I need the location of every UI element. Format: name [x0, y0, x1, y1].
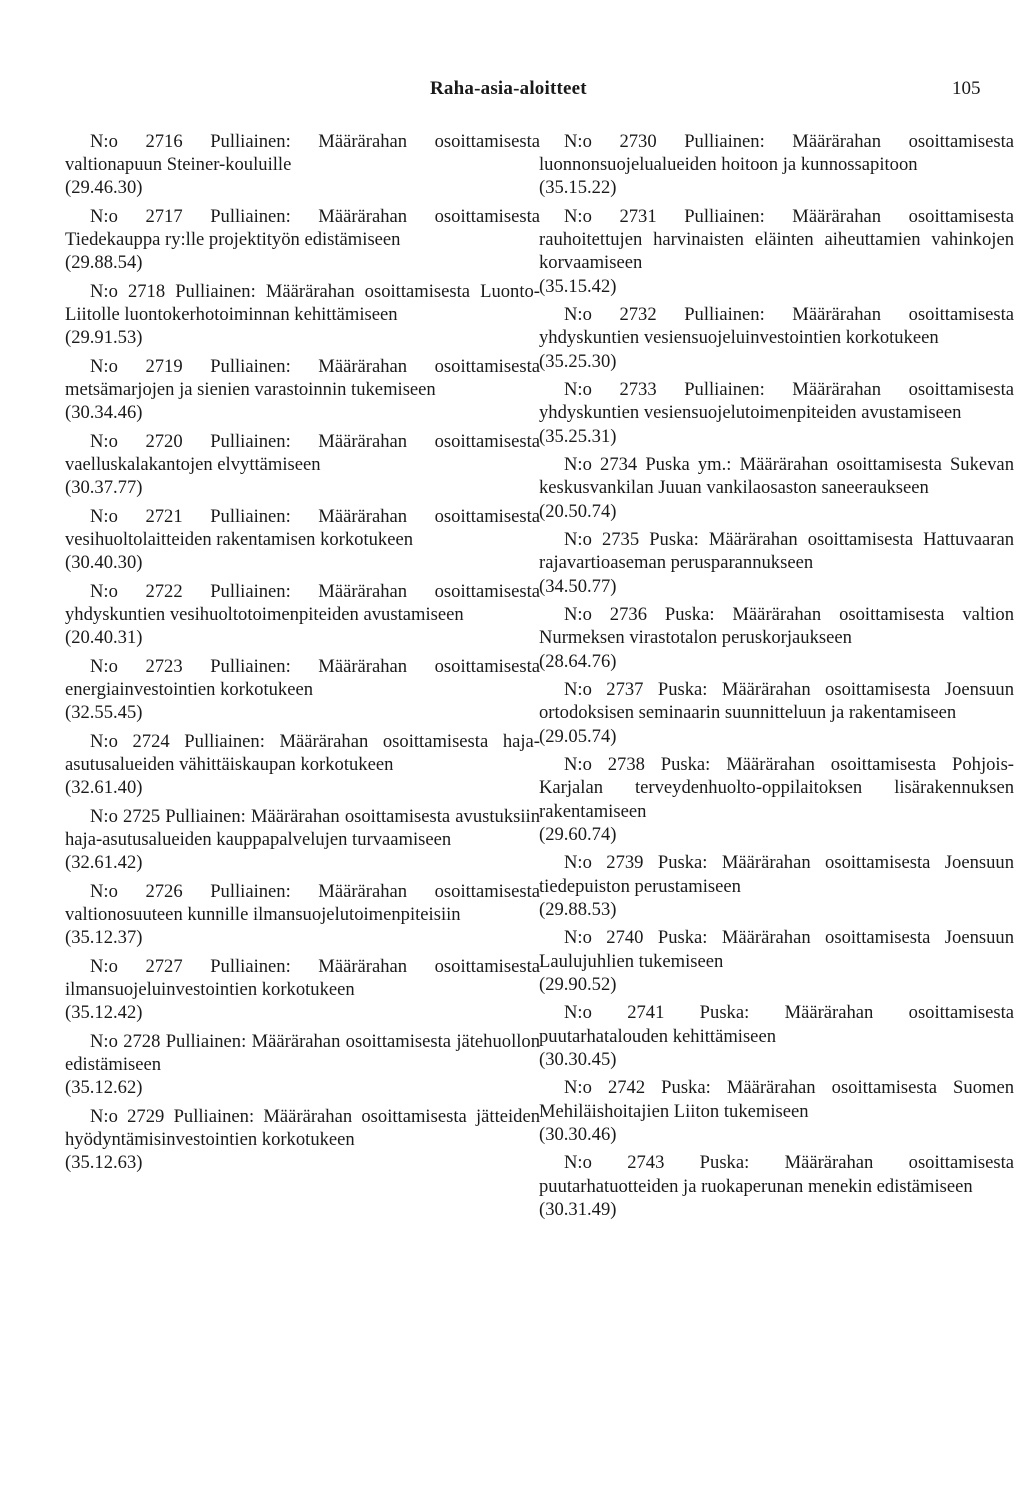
list-item	[539, 303, 1014, 373]
entry-code: (35.25.30)	[539, 350, 617, 372]
entry-text: N:o 2734 Puska ym.: Määrärahan osoittamisesta Sukevan keskusvankilan Juuan vankilaosaston saneeraukseen	[539, 454, 1014, 499]
entry-code: (29.60.74)	[539, 823, 617, 845]
list-item	[65, 280, 540, 350]
left-column	[65, 130, 540, 1180]
entry-code: (35.12.37)	[65, 927, 143, 949]
list-item	[65, 1030, 540, 1100]
entry-text: N:o 2737 Puska: Määrärahan osoittamisesta Joensuun ortodoksisen seminaarin suunnitteluun ja rakentamiseen	[539, 679, 1014, 724]
entry-code: (20.40.31)	[65, 627, 143, 649]
list-item	[65, 955, 540, 1025]
list-item	[539, 1076, 1014, 1146]
entry-code: (29.46.30)	[65, 177, 143, 199]
entry-code: (35.12.62)	[65, 1077, 143, 1099]
entry-text: N:o 2730 Pulliainen: Määrärahan osoittamisesta luonnonsuojelualueiden hoitoon ja kunnossapitoon	[539, 131, 1014, 176]
list-item	[539, 926, 1014, 996]
entry-code: (35.12.42)	[65, 1002, 143, 1024]
entry-code: (29.90.52)	[539, 973, 617, 995]
entry-text: N:o 2731 Pulliainen: Määrärahan osoittamisesta rauhoitettujen harvinaisten eläinten aiheuttamien vahinkojen korvaamiseen	[539, 206, 1014, 274]
entry-code: (30.40.30)	[65, 552, 143, 574]
list-item	[65, 880, 540, 950]
list-item	[539, 603, 1014, 673]
entry-code: (35.25.31)	[539, 425, 617, 447]
right-column	[539, 130, 1014, 1226]
list-item	[539, 753, 1014, 846]
entry-text: N:o 2742 Puska: Määrärahan osoittamisesta Suomen Mehiläishoitajien Liiton tukemiseen	[539, 1077, 1014, 1122]
list-item	[539, 130, 1014, 200]
entry-code: (29.91.53)	[65, 327, 143, 349]
entry-text: N:o 2743 Puska: Määrärahan osoittamisesta puutarhatuotteiden ja ruokaperunan menekin edistämiseen	[539, 1152, 1014, 1197]
entry-text: N:o 2738 Puska: Määrärahan osoittamisesta Pohjois-Karjalan terveydenhuolto-oppilaitoksen lisärakennuksen rakentamiseen	[539, 754, 1014, 822]
entry-text: N:o 2722 Pulliainen: Määrärahan osoittamisesta yhdyskuntien vesihuoltotoimenpiteiden avustamiseen	[65, 581, 540, 626]
entry-text: N:o 2725 Pulliainen: Määrärahan osoittamisesta avustuksiin haja-asutusalueiden kauppapalvelujen turvaamiseen	[65, 806, 540, 851]
entry-code: (30.31.49)	[539, 1198, 617, 1220]
entry-text: N:o 2718 Pulliainen: Määrärahan osoittamisesta Luonto-Liitolle luontokerhotoiminnan kehittämiseen	[65, 281, 540, 326]
entry-code: (32.61.40)	[65, 777, 143, 799]
list-item	[65, 805, 540, 875]
list-item	[539, 1001, 1014, 1071]
entry-text: N:o 2726 Pulliainen: Määrärahan osoittamisesta valtionosuuteen kunnille ilmansuojelutoimenpiteisiin	[65, 881, 540, 926]
entry-text: N:o 2735 Puska: Määrärahan osoittamisesta Hattuvaaran rajavartioaseman perusparannukseen	[539, 529, 1014, 574]
entry-text: N:o 2728 Pulliainen: Määrärahan osoittamisesta jätehuollon edistämiseen	[65, 1031, 540, 1076]
entry-code: (30.30.45)	[539, 1048, 617, 1070]
entry-code: (35.15.22)	[539, 177, 617, 199]
entry-text: N:o 2740 Puska: Määrärahan osoittamisesta Joensuun Laulujuhlien tukemiseen	[539, 927, 1014, 972]
entry-code: (28.64.76)	[539, 650, 617, 672]
entry-code: (32.55.45)	[65, 702, 143, 724]
entry-text: N:o 2739 Puska: Määrärahan osoittamisesta Joensuun tiedepuiston perustamiseen	[539, 852, 1014, 897]
list-item	[65, 355, 540, 425]
entry-code: (30.34.46)	[65, 402, 143, 424]
entry-code: (29.05.74)	[539, 725, 617, 747]
list-item	[65, 505, 540, 575]
entry-text: N:o 2720 Pulliainen: Määrärahan osoittamisesta vaelluskalakantojen elvyttämiseen	[65, 431, 540, 476]
list-item	[539, 678, 1014, 748]
list-item	[539, 205, 1014, 298]
entry-code: (32.61.42)	[65, 852, 143, 874]
list-item	[65, 655, 540, 725]
entry-text: N:o 2721 Pulliainen: Määrärahan osoittamisesta vesihuoltolaitteiden rakentamisen korkotukeen	[65, 506, 540, 551]
list-item	[65, 130, 540, 200]
entry-text: N:o 2741 Puska: Määrärahan osoittamisesta puutarhatalouden kehittämiseen	[539, 1002, 1014, 1047]
list-item	[539, 453, 1014, 523]
list-item	[65, 1105, 540, 1175]
entry-text: N:o 2727 Pulliainen: Määrärahan osoittamisesta ilmansuojeluinvestointien korkotukeen	[65, 956, 540, 1001]
entry-text: N:o 2729 Pulliainen: Määrärahan osoittamisesta jätteiden hyödyntämisinvestointien korkotukeen	[65, 1106, 540, 1151]
list-item	[65, 580, 540, 650]
list-item	[539, 851, 1014, 921]
entry-code: (35.15.42)	[539, 275, 617, 297]
entry-code: (34.50.77)	[539, 575, 617, 597]
entry-text: N:o 2736 Puska: Määrärahan osoittamisesta valtion Nurmeksen virastotalon peruskorjaukseen	[539, 604, 1014, 649]
page-header	[0, 78, 1024, 104]
entry-code: (20.50.74)	[539, 500, 617, 522]
list-item	[65, 730, 540, 800]
page-number: 105	[952, 78, 981, 99]
entry-text: N:o 2716 Pulliainen: Määrärahan osoittamisesta valtionapuun Steiner-kouluille	[65, 131, 540, 176]
entry-code: (30.37.77)	[65, 477, 143, 499]
entry-code: (29.88.53)	[539, 898, 617, 920]
entry-text: N:o 2733 Pulliainen: Määrärahan osoittamisesta yhdyskuntien vesiensuojelutoimenpiteiden avustamiseen	[539, 379, 1014, 424]
list-item	[539, 378, 1014, 448]
entry-text: N:o 2724 Pulliainen: Määrärahan osoittamisesta haja-asutusalueiden vähittäiskaupan korkotukeen	[65, 731, 540, 776]
entry-text: N:o 2723 Pulliainen: Määrärahan osoittamisesta energiainvestointien korkotukeen	[65, 656, 540, 701]
list-item	[539, 1151, 1014, 1221]
running-header-title: Raha-asia-aloitteet	[430, 78, 587, 99]
entry-text: N:o 2717 Pulliainen: Määrärahan osoittamisesta Tiedekauppa ry:lle projektityön edistämiseen	[65, 206, 540, 251]
entry-text: N:o 2732 Pulliainen: Määrärahan osoittamisesta yhdyskuntien vesiensuojeluinvestointien korkotukeen	[539, 304, 1014, 349]
entry-code: (35.12.63)	[65, 1152, 143, 1174]
list-item	[65, 205, 540, 275]
list-item	[539, 528, 1014, 598]
entry-code: (30.30.46)	[539, 1123, 617, 1145]
entry-text: N:o 2719 Pulliainen: Määrärahan osoittamisesta metsämarjojen ja sienien varastoinnin tukemiseen	[65, 356, 540, 401]
entry-code: (29.88.54)	[65, 252, 143, 274]
list-item	[65, 430, 540, 500]
